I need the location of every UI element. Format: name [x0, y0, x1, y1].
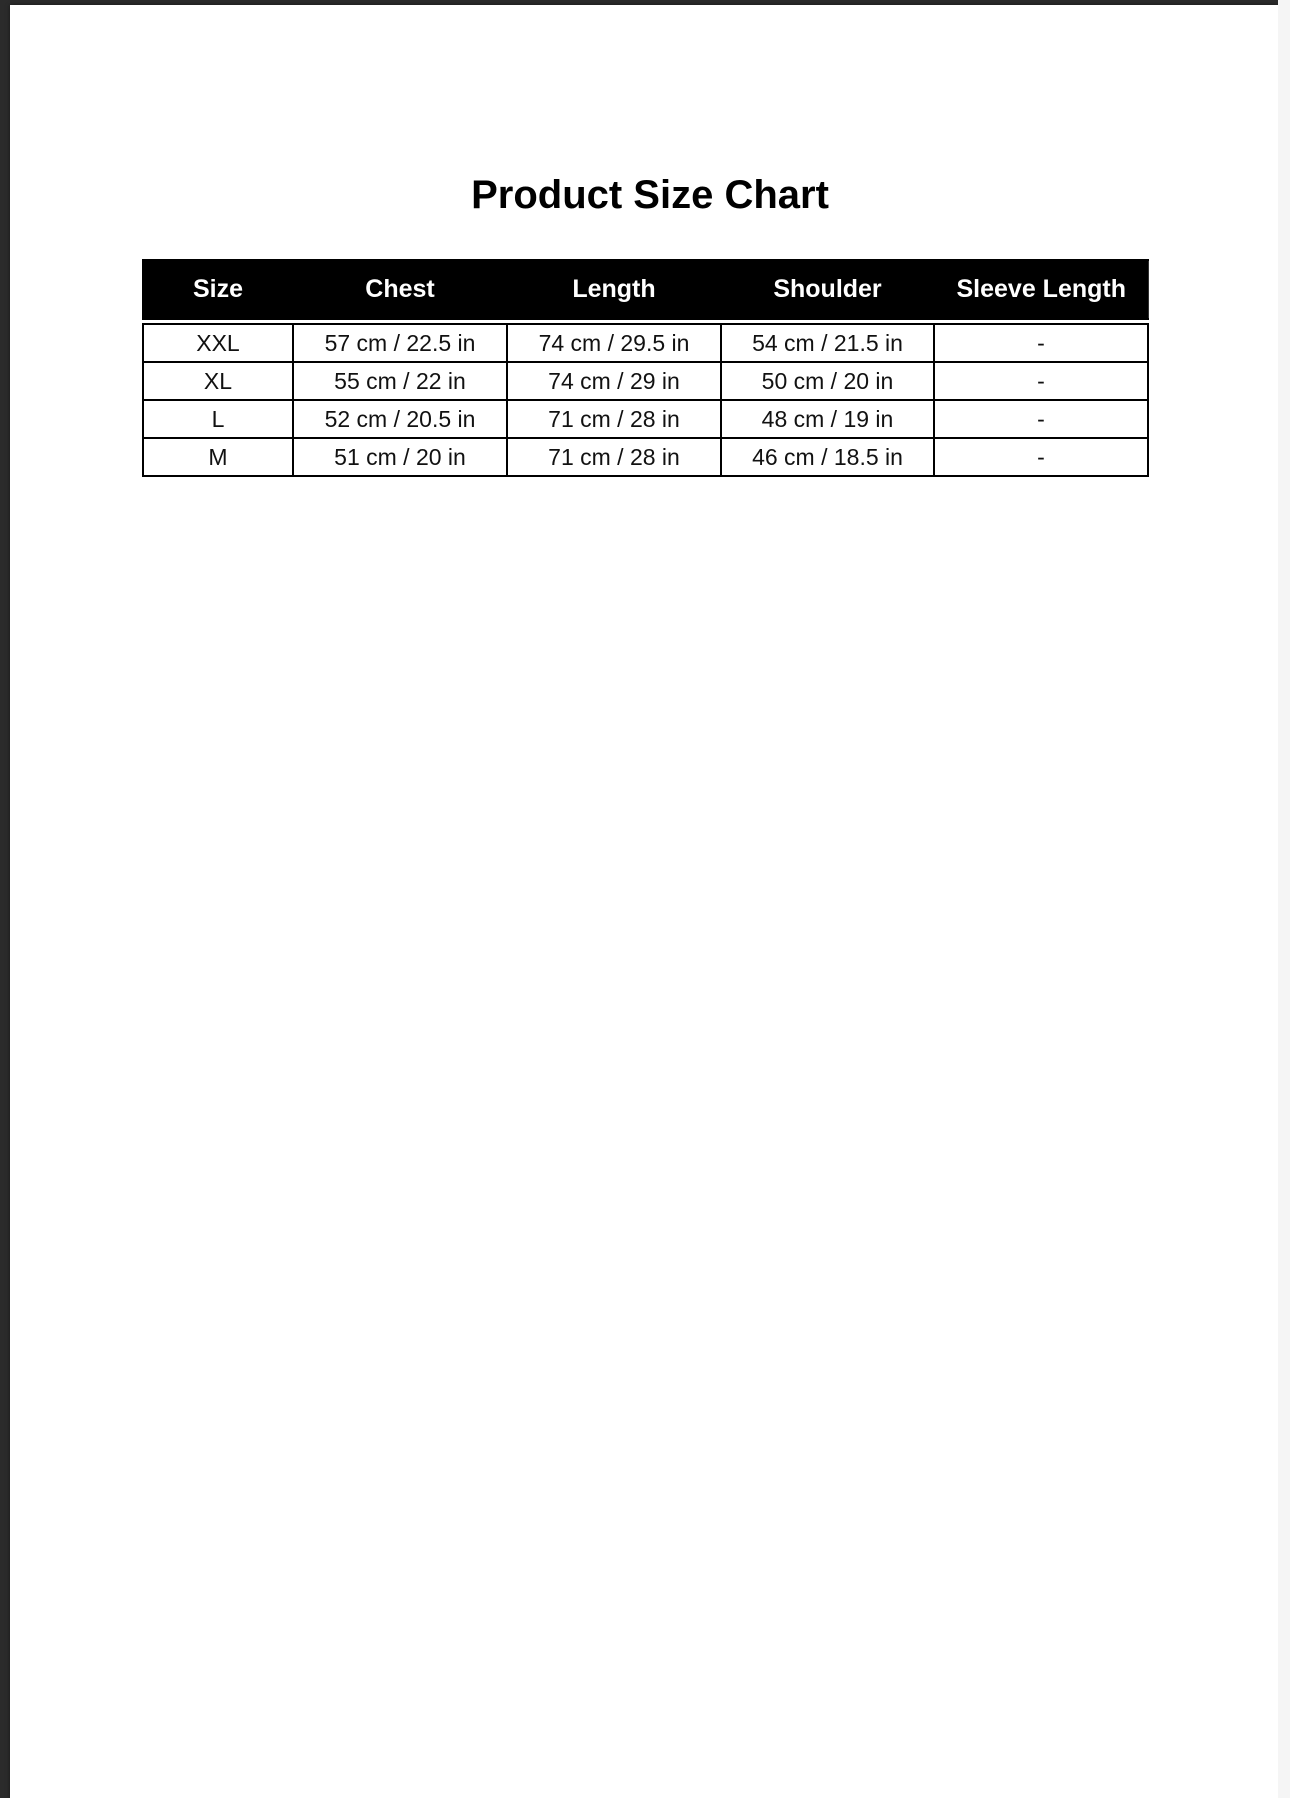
cell-shoulder: 46 cm / 18.5 in — [721, 438, 934, 476]
cell-length: 71 cm / 28 in — [507, 438, 721, 476]
header-size: Size — [143, 260, 293, 319]
cell-length: 71 cm / 28 in — [507, 400, 721, 438]
cell-length: 74 cm / 29 in — [507, 362, 721, 400]
cell-sleeve-length: - — [934, 324, 1148, 362]
header-shoulder: Shoulder — [721, 260, 934, 319]
cell-shoulder: 50 cm / 20 in — [721, 362, 934, 400]
viewer-edge — [1278, 0, 1290, 1798]
page-title: Product Size Chart — [471, 173, 829, 217]
cell-size: M — [143, 438, 293, 476]
cell-shoulder: 48 cm / 19 in — [721, 400, 934, 438]
cell-size: L — [143, 400, 293, 438]
cell-sleeve-length: - — [934, 438, 1148, 476]
cell-chest: 57 cm / 22.5 in — [293, 324, 507, 362]
cell-size: XL — [143, 362, 293, 400]
cell-sleeve-length: - — [934, 400, 1148, 438]
cell-chest: 51 cm / 20 in — [293, 438, 507, 476]
table-row — [143, 400, 1148, 438]
table-row — [143, 362, 1148, 400]
cell-size: XXL — [143, 324, 293, 362]
cell-chest: 55 cm / 22 in — [293, 362, 507, 400]
header-sleeve-length: Sleeve Length — [934, 260, 1148, 319]
table-row — [143, 324, 1148, 362]
header-chest: Chest — [293, 260, 507, 319]
cell-length: 74 cm / 29.5 in — [507, 324, 721, 362]
table-row — [143, 438, 1148, 476]
cell-chest: 52 cm / 20.5 in — [293, 400, 507, 438]
document-page — [10, 5, 1278, 1798]
table-header-row — [143, 260, 1148, 319]
header-length: Length — [507, 260, 721, 319]
cell-sleeve-length: - — [934, 362, 1148, 400]
cell-shoulder: 54 cm / 21.5 in — [721, 324, 934, 362]
size-chart-table — [142, 259, 1149, 477]
